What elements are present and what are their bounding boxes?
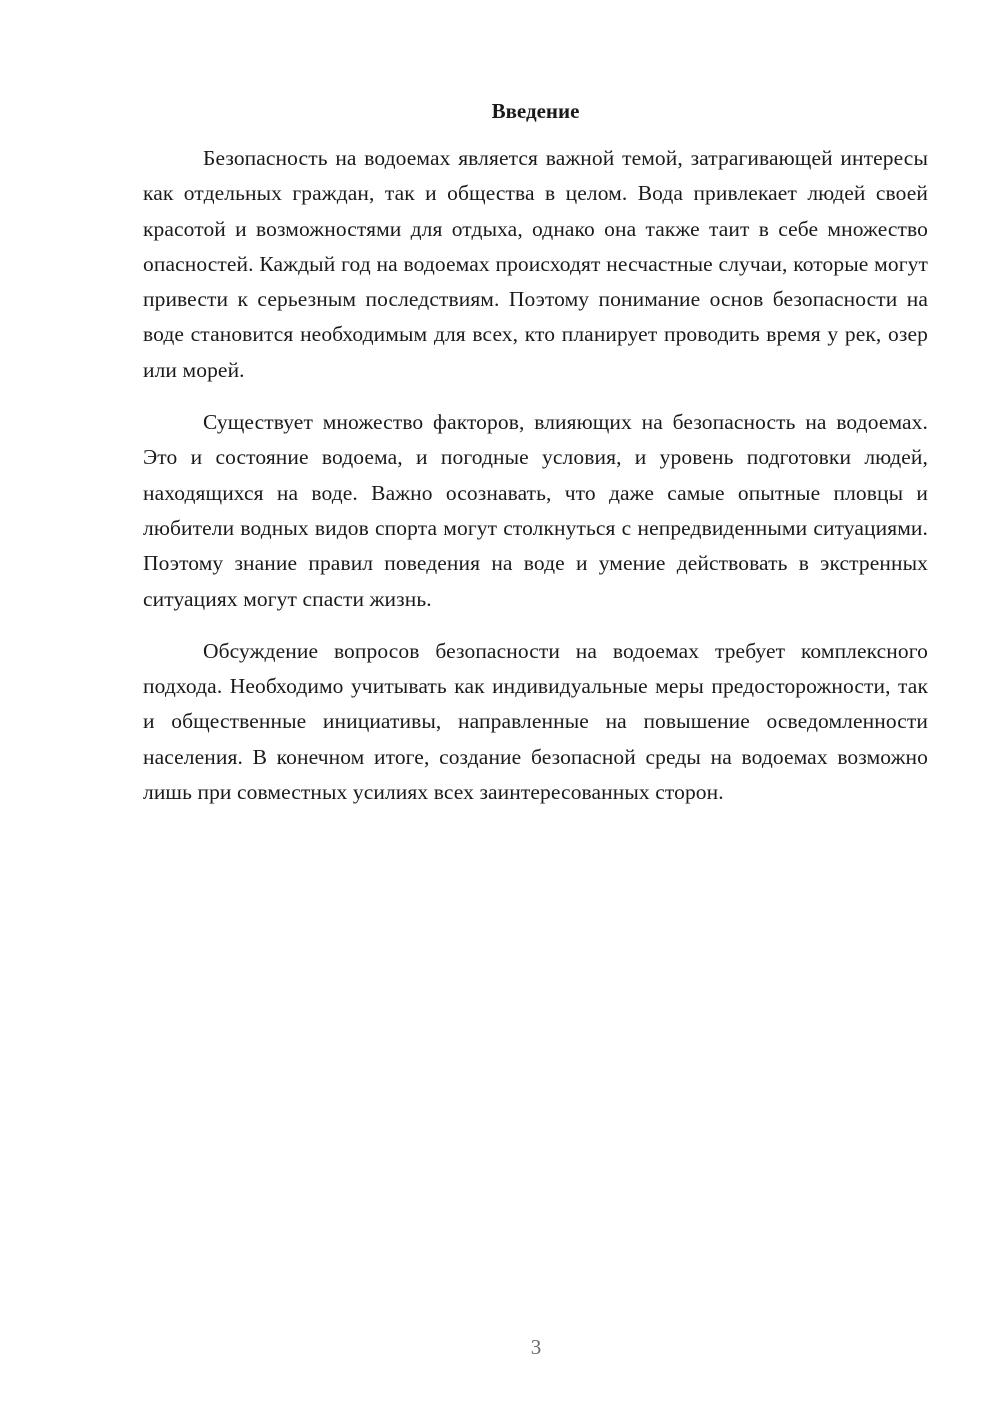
paragraph-3: Обсуждение вопросов безопасности на водоемах требует комплексного подхода. Необходимо учитывать как индивидуальные меры предосторожности, так и общественные инициативы, направленные на повышение осведомленности населения. В конечном итоге, создание безопасной среды на водоемах возможно лишь при совместных усилиях всех заинтересованных сторон. bbox=[143, 638, 928, 805]
paragraph-2: Существует множество факторов, влияющих на безопасность на водоемах. Это и состояние водоема, и погодные условия, и уровень подготовки людей, находящихся на воде. Важно осознавать, что даже самые опытные пловцы и любители водных видов спорта могут столкнуться с непредвиденными ситуациями. Поэтому знание правил поведения на воде и умение действовать в экстренных ситуациях могут спасти жизнь. bbox=[143, 410, 928, 611]
paragraph-1: Безопасность на водоемах является важной темой, затрагивающей интересы как отдельных граждан, так и общества в целом. Вода привлекает людей своей красотой и возможностями для отдыха, однако она также таит в себе множество опасностей. Каждый год на водоемах происходят несчастные случаи, которые могут привести к серьезным последствиям. Поэтому понимание основ безопасности на воде становится необходимым для всех, кто планирует проводить время у рек, озер или морей. bbox=[143, 146, 928, 382]
page-number: 3 bbox=[530, 1335, 542, 1359]
section-title: Введение bbox=[491, 99, 580, 123]
document-body bbox=[143, 141, 928, 827]
